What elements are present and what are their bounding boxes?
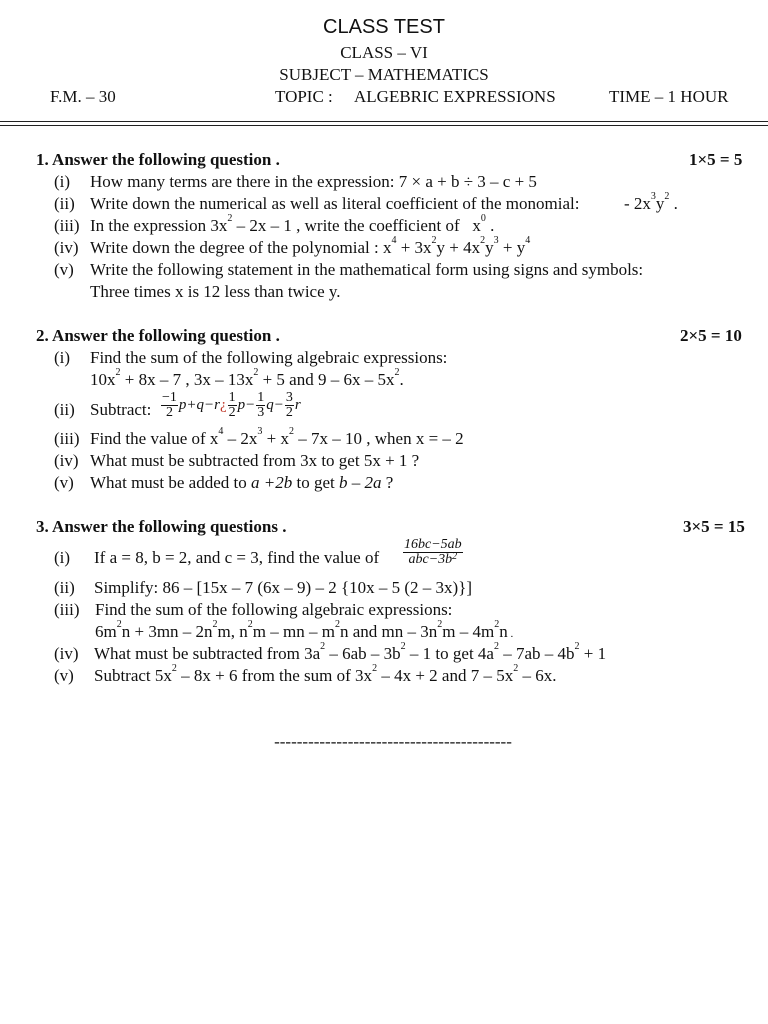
- q1-ii-text: Write down the numerical as well as literal coefficient of the monomial:: [90, 194, 580, 213]
- topic-value: ALGEBRIC EXPRESSIONS: [354, 87, 556, 106]
- q1-v-text: Write the following statement in the mathematical form using signs and symbols:: [90, 260, 644, 279]
- q3-iv-number: (iv): [54, 644, 79, 663]
- test-title: CLASS TEST: [323, 16, 445, 38]
- q1-ii-monomial: - $2x^3y^2$ .: [624, 191, 678, 213]
- q1-iii-text: In the expression $3x^2 - 2x - 1$ , write the coefficient of $x^0$ .: [90, 213, 495, 235]
- q3-iii-text: Find the sum of the following algebraic expressions:: [95, 600, 453, 619]
- q2-i-number: (i): [54, 348, 71, 367]
- q1-v-number: (v): [54, 260, 74, 279]
- q1-v-statement: Three times x is 12 less than twice y.: [90, 282, 341, 301]
- q2-ii-number: (ii): [54, 400, 75, 419]
- q3-iii-number: (iii): [54, 600, 80, 619]
- end-separator: ------------------------------------------: [274, 732, 512, 751]
- q1-i-text: How many terms are there in the expression: 7 × a + b ÷ 3 – c + 5: [90, 172, 537, 191]
- q3-i-text: If a = 8, b = 2, and c = 3, find the value of: [94, 548, 380, 567]
- q1-ii-number: (ii): [54, 194, 75, 213]
- q1-iii-number: (iii): [54, 216, 80, 235]
- subject-label: SUBJECT – MATHEMATICS: [279, 65, 489, 84]
- time-label: TIME – 1 HOUR: [609, 87, 729, 106]
- q2-i-expressions: $10x^2 + 8x - 7$ , $3x - 13x^2 + 5$ and $9 - 6x - 5x^2$.: [90, 367, 404, 389]
- q2-ii-label: Subtract:: [90, 400, 152, 419]
- q3-iv-text: What must be subtracted from $3a^2 - 6ab - 3b^2 - 1$ to get $4a^2 - 7ab - 4b^2 + 1$: [94, 641, 607, 663]
- q3-i-number: (i): [54, 548, 71, 567]
- q2-heading: 2. Answer the following question .: [36, 326, 280, 345]
- q3-heading: 3. Answer the following questions .: [36, 517, 287, 536]
- q2-iii-number: (iii): [54, 429, 80, 448]
- q1-iv-number: (iv): [54, 238, 79, 257]
- q2-v-text: What must be added to a +2b to get b – 2a ?: [90, 473, 394, 492]
- q1-i-number: (i): [54, 172, 71, 191]
- q1-iv-text: Write down the degree of the polynomial : $x^4 + 3x^2y + 4x^2y^3 + y^4$: [90, 235, 531, 257]
- q2-iv-text: What must be subtracted from 3x to get 5x + 1 ?: [90, 451, 420, 470]
- q2-marks: 2×5 = 10: [680, 326, 742, 345]
- q3-i-fraction: $\frac{16bc-5ab}{abc-3b^2}$: [404, 537, 462, 567]
- header-rule-bottom: [0, 125, 768, 126]
- q2-ii-expression: $\frac{-1}{2}$ p+q−r¿ $\frac{1}{2}$ p− $\frac{1}{3}$ q− $\frac{3}{2}$ r: [162, 390, 301, 420]
- q3-v-number: (v): [54, 666, 74, 685]
- q2-i-text: Find the sum of the following algebraic expressions:: [90, 348, 448, 367]
- topic-label: TOPIC :: [275, 87, 333, 106]
- q2-iv-number: (iv): [54, 451, 79, 470]
- q3-marks: 3×5 = 15: [683, 517, 745, 536]
- class-label: CLASS – VI: [340, 43, 428, 62]
- q1-marks: 1×5 = 5: [689, 150, 743, 169]
- q3-iii-expressions: $6m^2n + 3mn - 2n^2m$, $n^2m$ – mn – $m^2n$ and mn – $3n^2m - 4m^2n$ .: [95, 619, 514, 641]
- q2-v-number: (v): [54, 473, 74, 492]
- q2-iii-text: Find the value of $x^4 - 2x^3 + x^2 - 7x - 10$ , when x = – 2: [90, 426, 464, 448]
- q1-heading: 1. Answer the following question .: [36, 150, 280, 169]
- header-rule-top: [0, 121, 768, 122]
- q3-ii-number: (ii): [54, 578, 75, 597]
- full-marks: F.M. – 30: [50, 87, 116, 106]
- q3-ii-text: Simplify: 86 – [15x – 7 (6x – 9) – 2 {10x – 5 (2 – 3x)}]: [94, 578, 473, 597]
- q3-v-text: Subtract $5x^2 - 8x + 6$ from the sum of $3x^2 - 4x + 2$ and $7 - 5x^2 - 6x$.: [94, 663, 557, 685]
